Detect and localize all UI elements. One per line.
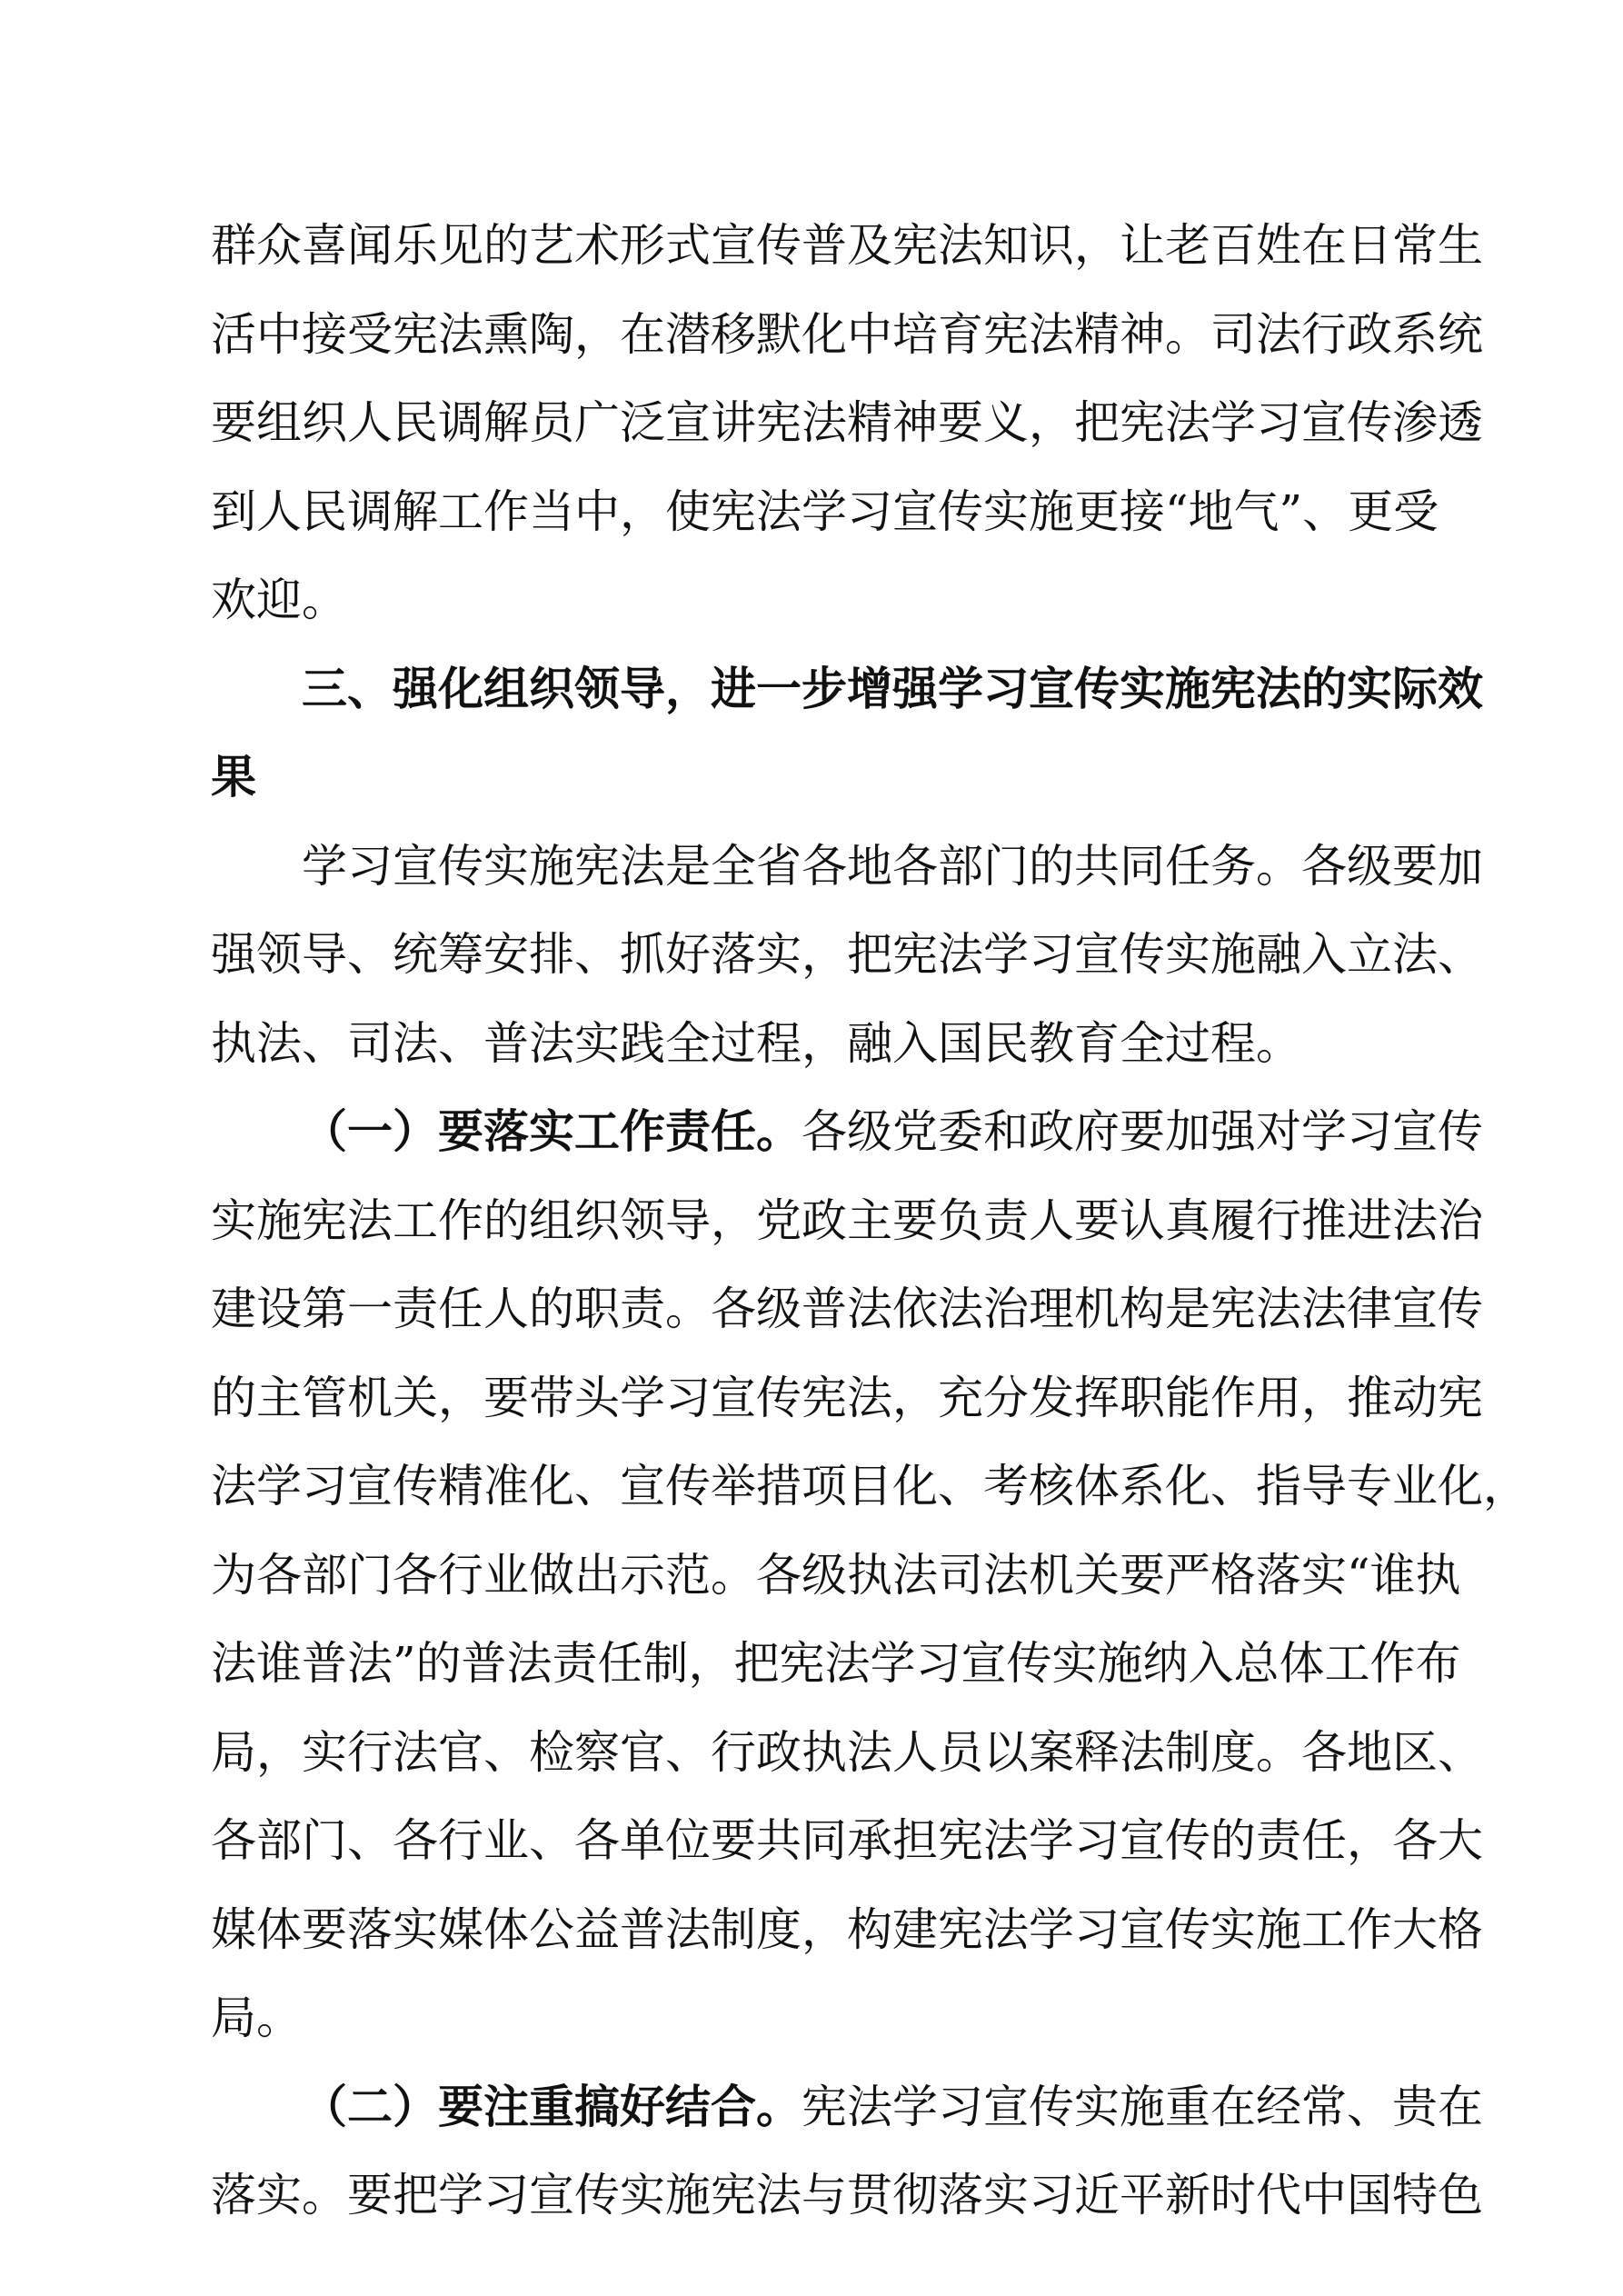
subheading-integration: （二）要注重搞好结合。 (302, 2080, 802, 2133)
text-line: 的主管机关，要带头学习宣传宪法，充分发挥职能作用，推动宪 (211, 1371, 1483, 1424)
section-heading-line: 果 (211, 751, 256, 804)
document-page (211, 202, 1528, 2241)
text-span: 宪法学习宣传实施重在经常、贵在 (802, 2080, 1483, 2133)
paragraph-continuation (211, 202, 1483, 645)
text-line: 为各部门各行业做出示范。各级执法司法机关要严格落实“谁执 (211, 1548, 1461, 1602)
text-line: 局。 (211, 1992, 302, 2044)
paragraph-intro (211, 823, 1483, 1089)
text-line: 媒体要落实媒体公益普法制度，构建宪法学习宣传实施工作大格 (211, 1902, 1483, 1956)
text-line: 各部门、各行业、各单位要共同承担宪法学习宣传的责任，各大 (211, 1814, 1483, 1867)
paragraph-integration (211, 2063, 1483, 2241)
section-heading-3 (211, 645, 1483, 823)
text-line: 欢迎。 (211, 574, 347, 626)
text-line: 活中接受宪法熏陶，在潜移默化中培育宪法精神。司法行政系统 (211, 307, 1483, 361)
text-line: 执法、司法、普法实践全过程，融入国民教育全过程。 (211, 1016, 1301, 1070)
text-line: 法谁普法”的普法责任制，把宪法学习宣传实施纳入总体工作布 (211, 1637, 1461, 1690)
subheading-responsibility: （一）要落实工作责任。 (302, 1105, 802, 1158)
text-line: 法学习宣传精准化、宣传举措项目化、考核体系化、指导专业化， (211, 1460, 1528, 1512)
text-line: 要组织人民调解员广泛宣讲宪法精神要义，把宪法学习宣传渗透 (211, 396, 1483, 449)
text-line: 到人民调解工作当中，使宪法学习宣传实施更接“地气”、更受 (211, 484, 1439, 538)
text-line: 局，实行法官、检察官、行政执法人员以案释法制度。各地区、 (211, 1725, 1483, 1779)
text-span: 各级党委和政府要加强对学习宣传 (802, 1105, 1483, 1158)
text-line: 学习宣传实施宪法是全省各地各部门的共同任务。各级要加 (302, 839, 1483, 893)
text-line: 群众喜闻乐见的艺术形式宣传普及宪法知识，让老百姓在日常生 (211, 219, 1483, 272)
text-line: 建设第一责任人的职责。各级普法依法治理机构是宪法法律宣传 (211, 1283, 1483, 1335)
text-line: 实施宪法工作的组织领导，党政主要负责人要认真履行推进法治 (211, 1193, 1483, 1247)
text-line (211, 1088, 1483, 1177)
paragraph-responsibility (211, 1088, 1528, 2063)
text-line: 强领导、统筹安排、抓好落实，把宪法学习宣传实施融入立法、 (211, 928, 1483, 981)
section-heading-line: 三、强化组织领导，进一步增强学习宣传实施宪法的实际效 (302, 662, 1483, 715)
text-line: 落实。要把学习宣传实施宪法与贯彻落实习近平新时代中国特色 (211, 2169, 1483, 2221)
text-line (211, 2063, 1483, 2152)
